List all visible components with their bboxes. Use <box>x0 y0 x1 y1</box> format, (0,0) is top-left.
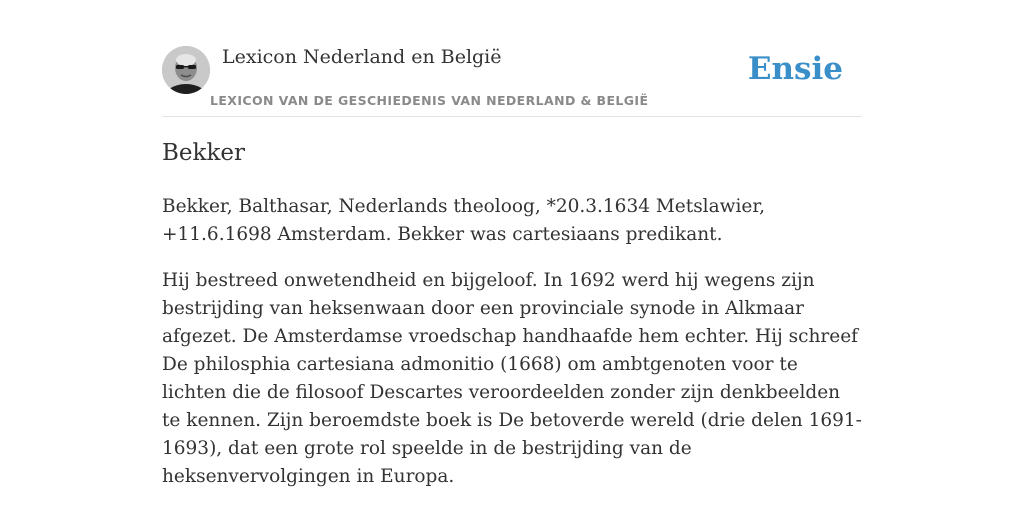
brand-logo[interactable]: Ensie <box>747 51 843 87</box>
source-subtitle: LEXICON VAN DE GESCHIEDENIS VAN NEDERLAND & BELGIË <box>210 93 649 108</box>
article-paragraph: Hij bestreed onwetendheid en bijgeloof. In 1692 werd hij wegens zijn bestrijding van heksenwaan door een provinciale synode in Alkmaar afgezet. De Amsterdamse vroedschap handhaafde hem echter. Hij schreef De philosphia cartesiana admonitio (1668) om ambtgenoten voor te lichten die de filosoof Descartes veroordeelden zonder zijn denkbeelden te kennen. Zijn beroemdste boek is De betoverde wereld (drie delen 1691-1693), dat een grote rol speelde in de bestrijding van de heksenvervolgingen in Europa. <box>162 270 862 487</box>
person-portrait-icon <box>162 46 210 94</box>
source-header <box>162 46 862 117</box>
author-avatar[interactable] <box>162 46 210 94</box>
article-body <box>162 193 862 509</box>
article-paragraph: Bekker, Balthasar, Nederlands theoloog, *20.3.1634 Metslawier, +11.6.1698 Amsterdam. Bekker was cartesiaans predikant. <box>162 196 766 245</box>
term-title: Bekker <box>162 140 245 166</box>
source-name[interactable]: Lexicon Nederland en België <box>222 46 502 68</box>
